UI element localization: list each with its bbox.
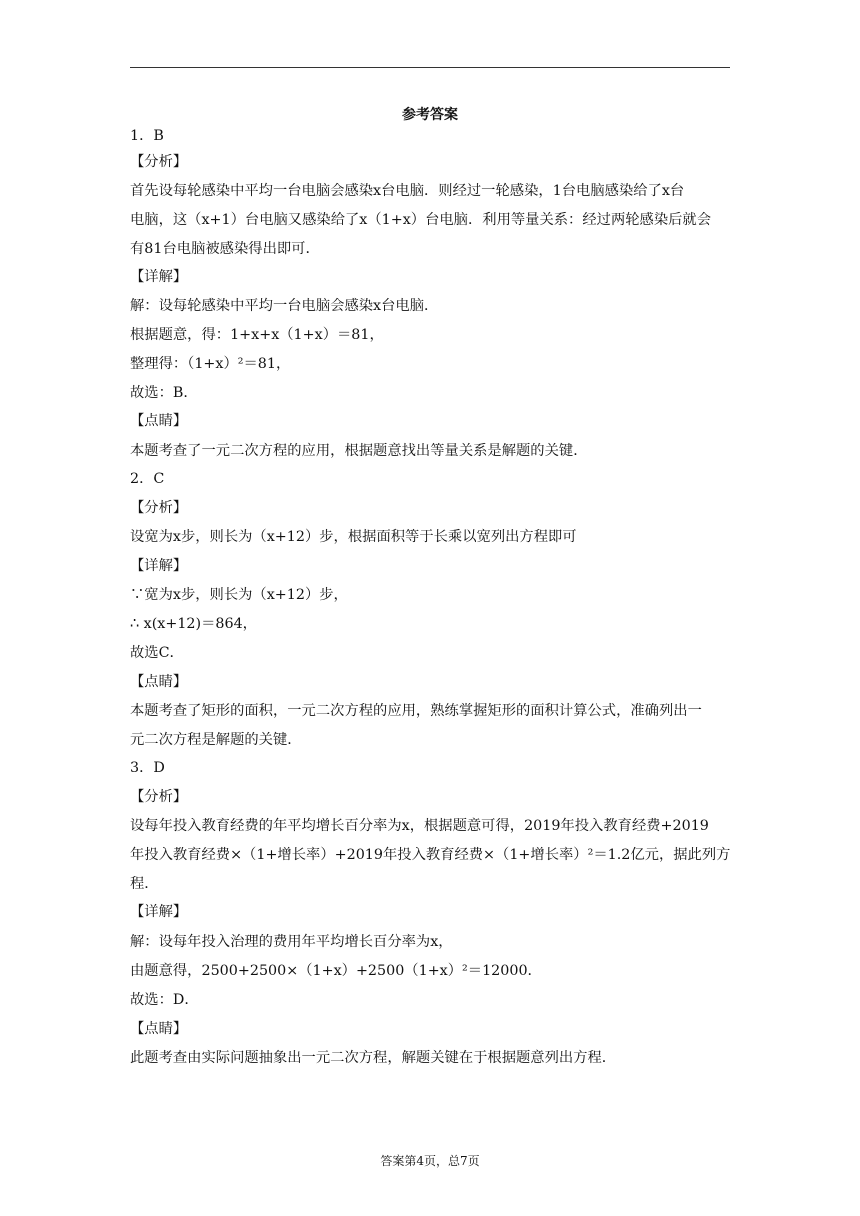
content-line: 【点睛】 [130,1021,188,1037]
content-line: 元二次方程是解题的关键． [130,732,302,748]
content-line: 有81台电脑被感染得出即可． [130,241,320,257]
content-line: 【详解】 [130,558,188,574]
content-line: ∴ x(x+12)＝864， [130,616,257,632]
content-line: 【分析】 [130,789,188,805]
content-line: 设每年投入教育经费的年平均增长百分率为x，根据题意可得，2019年投入教育经费+2019 [130,818,709,834]
content-line: 故选C． [130,645,184,661]
content-line: 电脑，这（x+1）台电脑又感染给了x（1+x）台电脑．利用等量关系：经过两轮感染后就会 [130,212,712,228]
content-line: 解：设每轮感染中平均一台电脑会感染x台电脑． [130,298,439,314]
content-line: 【点睛】 [130,413,188,429]
content-line: 首先设每轮感染中平均一台电脑会感染x台电脑．则经过一轮感染，1台电脑感染给了x台 [130,183,685,199]
content-line: 本题考查了矩形的面积，一元二次方程的应用，熟练掌握矩形的面积计算公式，准确列出一 [130,703,702,719]
content-line: 此题考查由实际问题抽象出一元二次方程，解题关键在于根据题意列出方程． [130,1050,617,1066]
content-line: 【点睛】 [130,674,188,690]
content-line: 1．B [130,128,164,144]
content-line: 【详解】 [130,269,188,285]
content-line: 故选：D． [130,992,199,1008]
content-line: 程． [130,876,159,892]
page-footer: 答案第4页，总7页 [380,1154,480,1168]
content-line: 解：设每年投入治理的费用年平均增长百分率为x， [130,934,453,950]
content-line: 2．C [130,471,165,487]
header-rule [130,67,730,68]
content-line: 【分析】 [130,500,188,516]
content-line: 故选：B． [130,385,198,401]
content-line: 本题考查了一元二次方程的应用，根据题意找出等量关系是解题的关键． [130,443,588,459]
content-line: 设宽为x步，则长为（x+12）步，根据面积等于长乘以宽列出方程即可 [130,529,577,545]
content-line: 由题意得，2500+2500×（1+x）+2500（1+x）²＝12000． [130,963,542,979]
content-line: 3．D [130,760,165,776]
content-line: 【分析】 [130,154,188,170]
content-line: 整理得：（1+x）²＝81， [130,356,291,372]
content-line: 年投入教育经费×（1+增长率）+2019年投入教育经费×（1+增长率）²＝1.2亿元，据此列方 [130,847,731,863]
content-line: ∵宽为x步，则长为（x+12）步， [130,587,348,603]
page-title: 参考答案 [402,107,458,123]
content-line: 根据题意，得：1+x+x（1+x）＝81， [130,327,384,343]
content-line: 【详解】 [130,904,188,920]
